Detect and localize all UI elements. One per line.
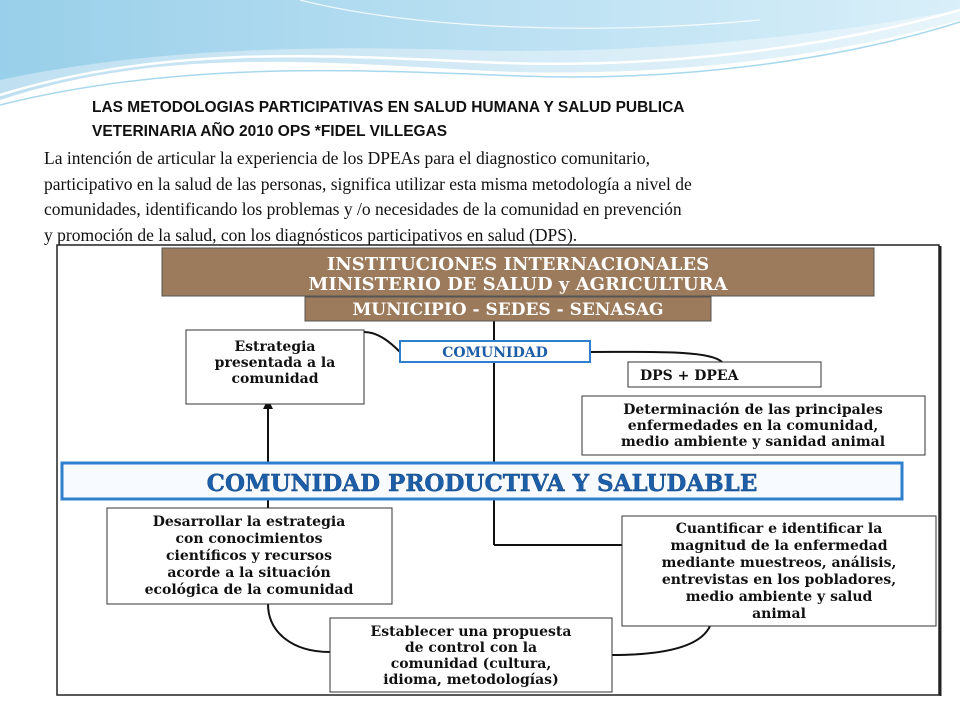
intro-line-3: comunidades, identificando los problemas y /o necesidades de la comunidad en prevención xyxy=(44,199,682,219)
cuantificar-line-6: animal xyxy=(752,606,806,622)
desarrollar-line-5: ecológica de la comunidad xyxy=(144,582,354,598)
instituciones-line-2: MINISTERIO DE SALUD y AGRICULTURA xyxy=(308,274,728,295)
estrategia-line-2: presentada a la xyxy=(214,355,336,371)
desarrollar-line-1: Desarrollar la estrategia xyxy=(152,514,346,530)
desarrollar-line-3: científicos y recursos xyxy=(166,548,332,564)
determinacion-line-1: Determinación de las principales xyxy=(623,402,883,418)
determinacion-line-3: medio ambiente y sanidad animal xyxy=(620,434,886,450)
establecer-line-2: de control con la xyxy=(404,640,538,656)
desarrollar-line-2: con conocimientos xyxy=(175,531,323,547)
establecer-line-4: idioma, metodologías) xyxy=(383,672,559,688)
intro-line-4: y promoción de la salud, con los diagnósticos participativos en salud (DPS). xyxy=(44,224,578,245)
determinacion-line-2: enfermedades en la comunidad, xyxy=(627,418,879,434)
intro-paragraph xyxy=(44,146,924,248)
establecer-line-1: Establecer una propuesta xyxy=(370,624,572,640)
cuantificar-line-2: magnitud de la enfermedad xyxy=(670,538,888,554)
comunidad-label: COMUNIDAD xyxy=(442,345,548,361)
municipio-label: MUNICIPIO - SEDES - SENASAG xyxy=(352,300,664,320)
intro-line-1: La intención de articular la experiencia de los DPEAs para el diagnostico comunitario, xyxy=(44,148,650,168)
cuantificar-line-1: Cuantificar e identificar la xyxy=(675,521,883,537)
instituciones-line-1: INSTITUCIONES INTERNACIONALES xyxy=(326,254,710,275)
estrategia-line-3: comunidad xyxy=(231,371,319,387)
cuantificar-line-4: entrevistas en los pobladores, xyxy=(661,572,897,588)
title-line-1: LAS METODOLOGIAS PARTICIPATIVAS EN SALUD HUMANA Y SALUD PUBLICA xyxy=(92,99,685,116)
intro-line-2: participativo en la salud de las personas, significa utilizar esta misma metodología a nivel de xyxy=(44,173,692,194)
dps-dpea-label: DPS + DPEA xyxy=(640,368,739,384)
establecer-line-3: comunidad (cultura, xyxy=(390,656,552,672)
central-banner-label: COMUNIDAD PRODUCTIVA Y SALUDABLE xyxy=(206,470,758,497)
cuantificar-line-5: medio ambiente y salud xyxy=(685,589,873,605)
estrategia-line-1: Estrategia xyxy=(234,339,316,355)
cuantificar-line-3: mediante muestreos, análisis, xyxy=(661,555,897,571)
title-line-2: VETERINARIA AÑO 2010 OPS *FIDEL VILLEGAS xyxy=(92,123,448,140)
desarrollar-line-4: acorde a la situación xyxy=(167,565,331,581)
methodology-flow-diagram xyxy=(0,240,960,720)
slide-title xyxy=(92,96,852,144)
